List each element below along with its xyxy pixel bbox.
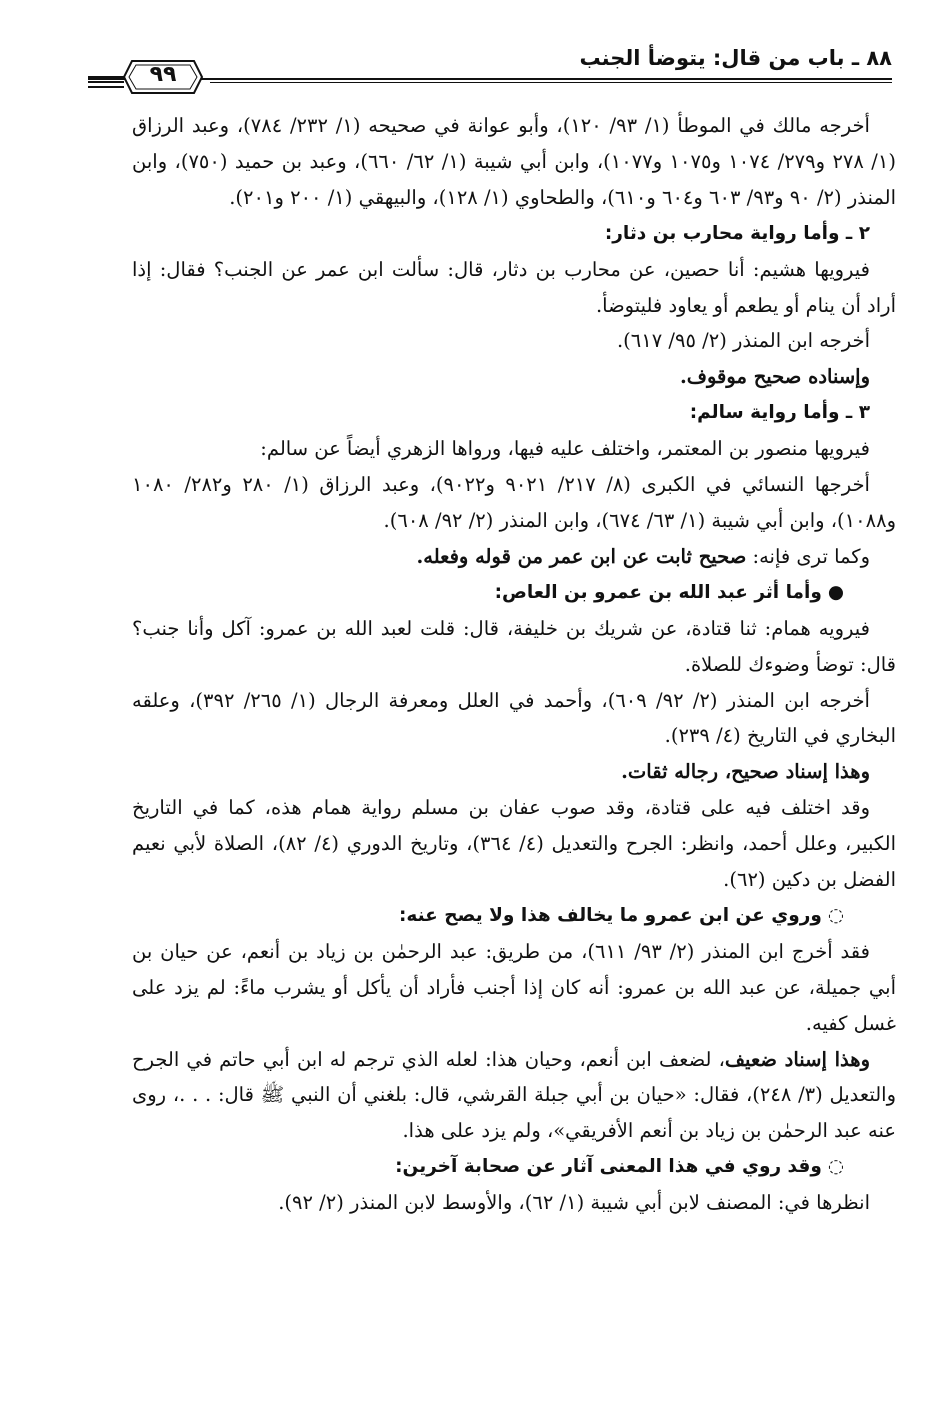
bullet-heading [132, 575, 896, 611]
paragraph: أخرجها النسائي في الكبرى (٨/ ٢١٧/ ٩٠٢١ و٩٠٢٢)، وعبد الرزاق (١/ ٢٨٠ و٢٨٢/ ١٠٨٠ و١٠٨٨)، وابن أبي شيبة (١/ ٦٣/ ٦٧٤)، وابن المنذر (٢/ ٩٢/ ٦٠٨). [132, 473, 896, 532]
header-rule [88, 78, 892, 80]
bullet-circle-icon: ◌ [827, 1156, 844, 1178]
page-body [132, 108, 896, 1221]
bullet-dot-icon: ● [827, 581, 844, 603]
paragraph-ruling: وإسناده صحيح موقوف. [679, 365, 870, 389]
paragraph-lead: وكما ترى فإنه: [746, 544, 870, 568]
paragraph [132, 539, 896, 575]
page-number-frame [122, 59, 204, 95]
bullet-circle-icon: ◌ [827, 904, 844, 926]
header-ornament-line [88, 86, 124, 88]
section-heading: ٢ ـ وأما رواية محارب بن دثار: [604, 222, 870, 244]
paragraph: فقد أخرج ابن المنذر (٢/ ٩٣/ ٦١١)، من طريق: عبد الرحمٰن بن زياد بن أنعم، عن حيان بن أبي جميلة، عن عبد الله بن عمرو: أنه كان إذا أجنب فأراد أن يأكل أو يشرب ماءً: لم يزد على غسل كفيه. [132, 939, 896, 1035]
header-ornament-line [88, 76, 124, 78]
paragraph: فيرويها هشيم: أنا حصين، عن محارب بن دثار، قال: سألت ابن عمر عن الجنب؟ فقال: إذا أراد أن ينام أو يطعم أو يعاود فليتوضأ. [132, 257, 896, 317]
header-rule-thin [210, 82, 892, 83]
header-ornament-line [88, 81, 124, 83]
page-header [0, 38, 938, 108]
paragraph-ruling: وهذا إسناد صحيح، رجاله ثقات. [621, 760, 870, 784]
paragraph: فيرويها منصور بن المعتمر، واختلف عليه فيها، ورواها الزهري أيضاً عن سالم: [260, 437, 870, 461]
bullet-heading [132, 898, 896, 934]
paragraph-ruling: صحيح ثابت عن ابن عمر من قوله وفعله. [416, 544, 747, 568]
bullet-heading-text: وروي عن ابن عمرو ما يخالف هذا ولا يصح عنه: [398, 904, 822, 926]
chapter-title: ٨٨ ـ باب من قال: يتوضأ الجنب [579, 46, 892, 70]
paragraph: أخرجه ابن المنذر (٢/ ٩٥/ ٦١٧). [616, 329, 870, 353]
paragraph: أخرجه ابن المنذر (٢/ ٩٢/ ٦٠٩)، وأحمد في العلل ومعرفة الرجال (١/ ٢٦٥/ ٣٩٢)، وعلقه البخاري في التاريخ (٤/ ٢٣٩). [132, 688, 896, 748]
paragraph: أخرجه مالك في الموطأ (١/ ٩٣/ ١٢٠)، وأبو عوانة في صحيحه (١/ ٢٣٢/ ٧٨٤)، وعبد الرزاق (١/ ٢٧٨ و٢٧٩/ ١٠٧٤ و١٠٧٥ و١٠٧٧)، وابن أبي شيبة (١/ ٦٢/ ٦٦٠)، وعبد بن حميد (٧٥٠)، وابن المنذر (٢/ ٩٠ و٩٣/ ٦٠٣ و٦٠٤ و٦١٠)، والطحاوي (١/ ١٢٨)، والبيهقي (١/ ٢٠٠ و٢٠١). [132, 114, 896, 209]
paragraph: انظرها في: المصنف لابن أبي شيبة (١/ ٦٢)، والأوسط لابن المنذر (٢/ ٩٢). [278, 1191, 870, 1215]
bullet-heading-text: وقد روي في هذا المعنى آثار عن صحابة آخرين: [395, 1156, 822, 1178]
section-heading: ٣ ـ وأما رواية سالم: [689, 402, 870, 424]
paragraph: وقد اختلف فيه على قتادة، وقد صوب عفان بن مسلم رواية همام هذه، كما في التاريخ الكبير، وعلل أحمد، وانظر: الجرح والتعديل (٤/ ٣٦٤)، وتاريخ الدوري (٤/ ٨٢)، الصلاة لأبي نعيم الفضل بن دكين (٦٢). [132, 796, 896, 892]
paragraph [132, 1042, 896, 1150]
page-number: ٩٩ [149, 62, 177, 87]
paragraph-rest: ، لضعف ابن أنعم، وحيان هذا: لعله الذي ترجم له ابن أبي حاتم في الجرح والتعديل (٣/ ٢٤٨)، فقال: «حيان بن أبي جبلة القرشي، قال: بلغني أن النبي ﷺ قال: . . .، روى عنه عبد الرحمٰن بن زياد بن أنعم الأفريقي»، ولم يزد على هذا. [132, 1047, 896, 1143]
paragraph: فيرويه همام: ثنا قتادة، عن شريك بن خليفة، قال: قلت لعبد الله بن عمرو: آكل وأنا جنب؟ قال: توضأ وضوءك للصلاة. [132, 616, 896, 676]
paragraph-ruling: وهذا إسناد ضعيف [724, 1047, 870, 1071]
bullet-heading-text: وأما أثر عبد الله بن عمرو بن العاص: [494, 581, 822, 603]
bullet-heading [132, 1149, 896, 1185]
